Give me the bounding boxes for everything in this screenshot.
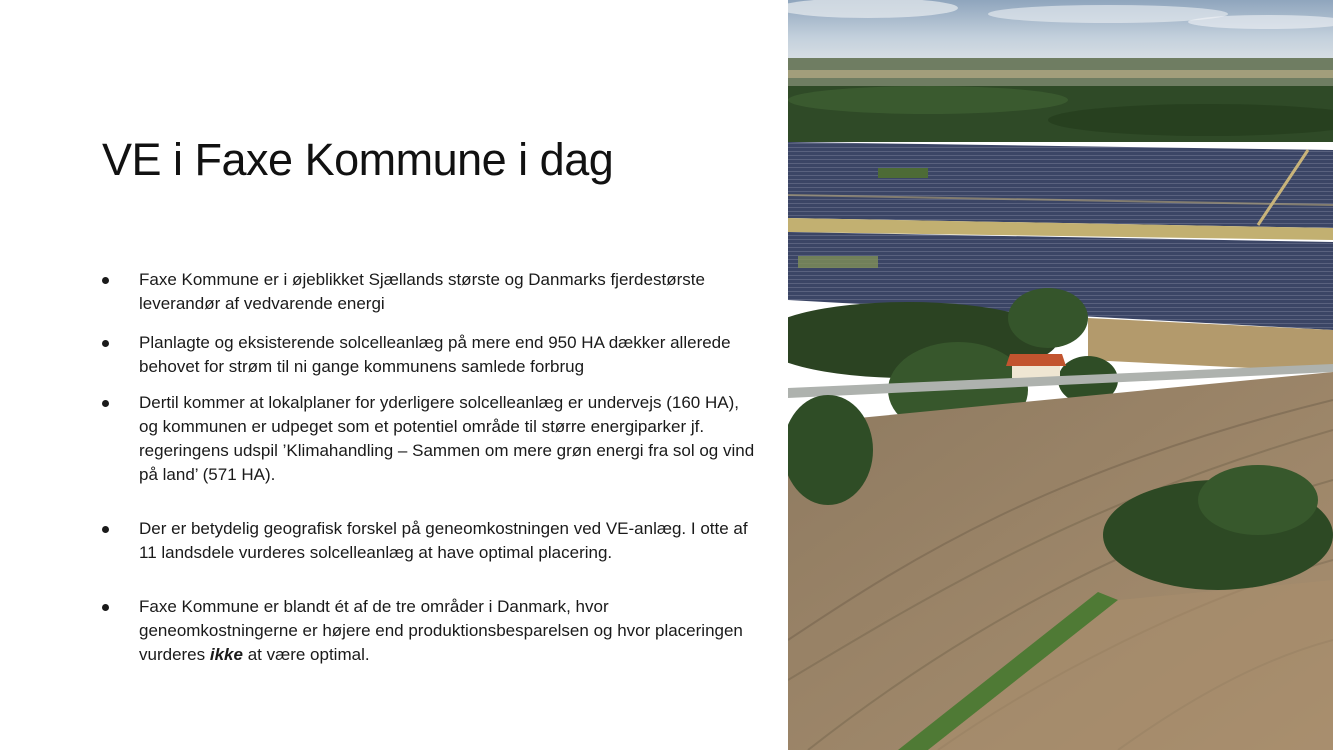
bullet-item [100, 517, 760, 565]
bullet-dot-icon [102, 277, 109, 284]
solar-park-aerial-photo [788, 0, 1333, 750]
bullet-list [100, 268, 760, 667]
bullet-emphasis: ikke [209, 645, 243, 664]
bullet-item [100, 391, 760, 487]
bullet-item [100, 331, 760, 379]
bullet-item [100, 268, 760, 316]
bullet-dot-icon [102, 400, 109, 407]
bullet-dot-icon [102, 604, 109, 611]
bullet-text: Der er betydelig geografisk forskel på geneomkostningen ved VE-anlæg. I otte af 11 landsdele vurderes solcelleanlæg at have optimal placering. [139, 519, 748, 562]
bullet-text-before: Faxe Kommune er blandt ét af de tre områder i Danmark, hvor geneomkostningerne er højere end produktionsbesparelsen og hvor placeringen vurderes [139, 597, 743, 664]
bullet-text: Faxe Kommune er i øjeblikket Sjællands største og Danmarks fjerdestørste leverandør af vedvarende energi [139, 270, 705, 313]
bullet-dot-icon [102, 526, 109, 533]
bullet-text: Planlagte og eksisterende solcelleanlæg på mere end 950 HA dækker allerede behovet for strøm til ni gange kommunens samlede forbrug [139, 333, 731, 376]
slide-title: VE i Faxe Kommune i dag [102, 134, 614, 185]
bullet-text: Dertil kommer at lokalplaner for yderligere solcelleanlæg er undervejs (160 HA), og kommunen er udpeget som et potentiel område til større energiparker jf. regeringens udspil ’Klimahandling – Sammen om mere grøn energi fra sol og vind på land’ (571 HA). [139, 393, 755, 484]
bullet-dot-icon [102, 340, 109, 347]
bullet-text [139, 597, 743, 664]
bullet-item [100, 595, 760, 667]
bullet-text-after: at være optimal. [242, 645, 370, 664]
